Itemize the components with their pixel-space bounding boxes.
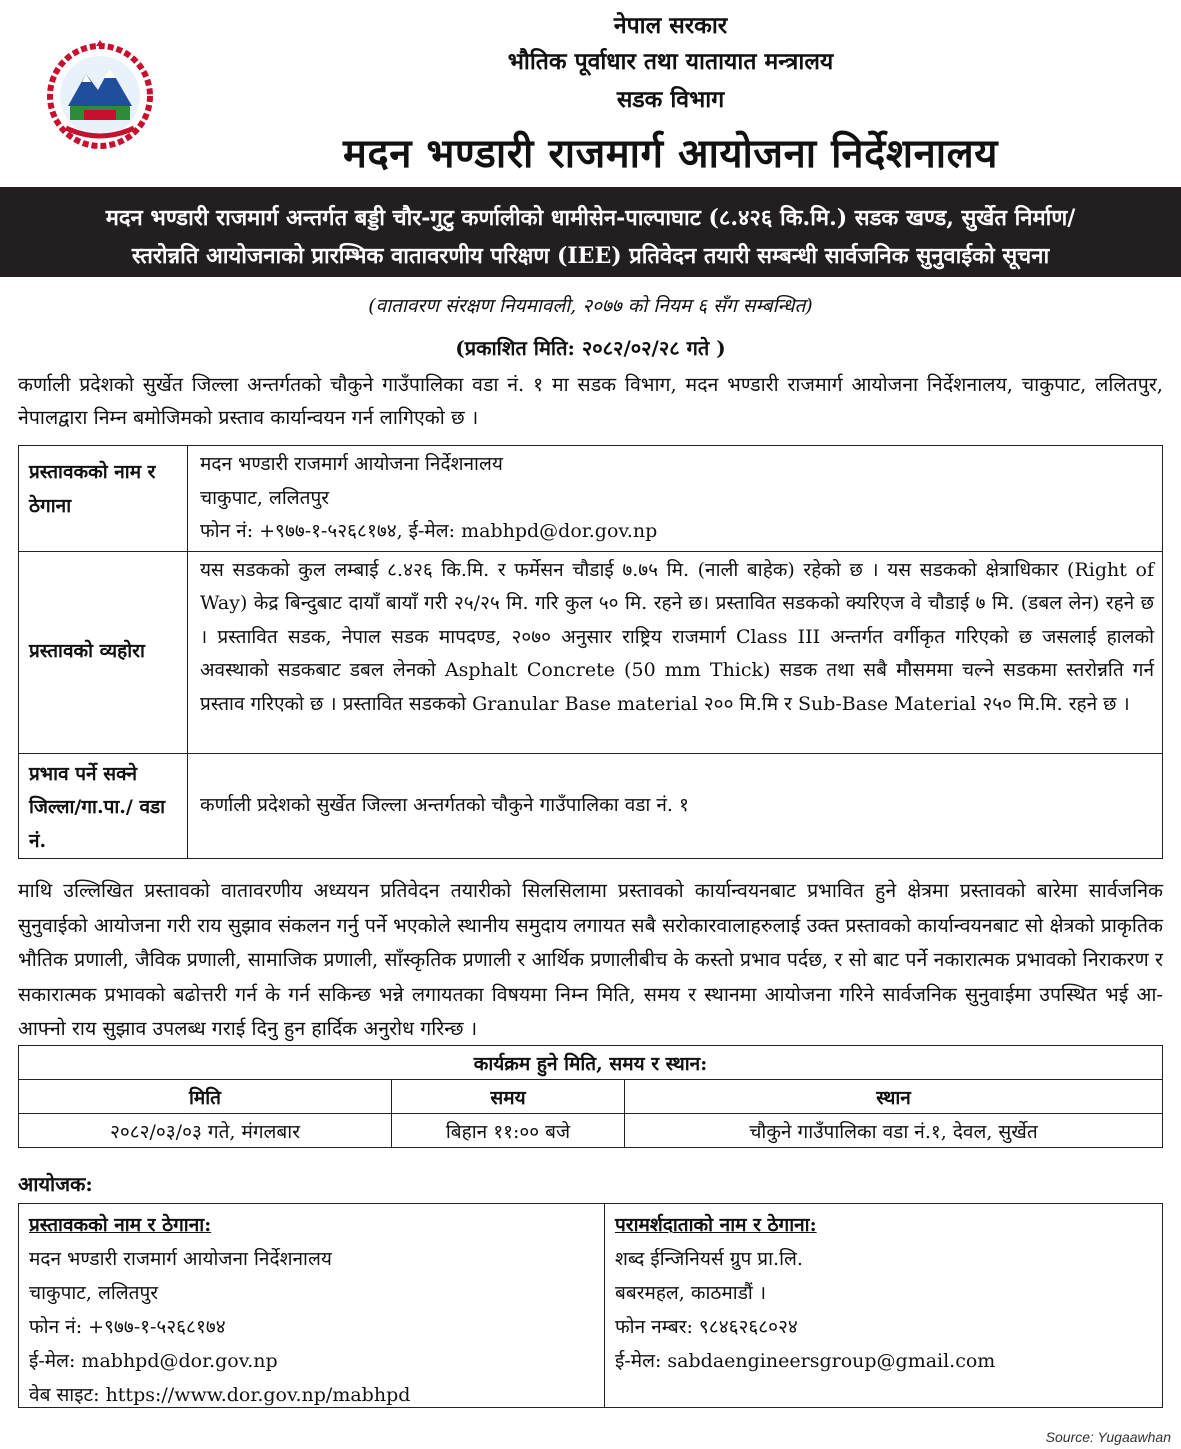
consultant-box-address: बबरमहल, काठमाडौं । [615,1282,767,1304]
proponent-box-title: प्रस्तावकको नाम र ठेगाना: [29,1214,212,1236]
schedule-date: २०८२/०३/०३ गते, मंगलबार [19,1114,392,1148]
government-heading: नेपाल सरकार [613,12,728,39]
schedule-title: कार्यक्रम हुने मिति, समय र स्थान: [19,1046,1163,1080]
proponent-cell [188,446,1163,552]
table-row [19,1046,1163,1080]
office-title: मदन भण्डारी राजमार्ग आयोजना निर्देशनालय [343,130,998,177]
description-label: प्रस्तावको व्यहोरा [19,551,188,753]
affected-area-label: प्रभाव पर्ने सक्ने जिल्ला/गा.पा./ वडा नं. [19,753,188,859]
proponent-box-name: मदन भण्डारी राजमार्ग आयोजना निर्देशनालय [29,1248,332,1270]
affected-area-text: कर्णाली प्रदेशको सुर्खेत जिल्ला अन्तर्गतको चौकुने गाउँपालिका वडा नं. १ [188,753,1163,859]
intro-paragraph: कर्णाली प्रदेशको सुर्खेत जिल्ला अन्तर्गतको चौकुने गाउँपालिका वडा नं. १ मा सडक विभाग, मदन भण्डारी राजमार्ग आयोजना निर्देशनालय, चाकुपाट, ललितपुर, नेपालद्वारा निम्न बमोजिमको प्रस्ताव कार्यान्वयन गर्न लागिएको छ । [18,373,1163,429]
consultant-box-phone: फोन नम्बर: ९८४६२६८०२४ [615,1316,798,1338]
table-row [19,446,1163,552]
schedule-time: बिहान ११:०० बजे [392,1114,625,1148]
department-heading: सडक विभाग [616,86,725,113]
proponent-box-phone: फोन नं: +९७७-१-५२६८१७४ [29,1316,226,1338]
schedule-venue: चौकुने गाउँपालिका वडा नं.१, देवल, सुर्खेत [625,1114,1163,1148]
published-date: (प्रकाशित मिति: २०८२/०२/२८ गते ) [455,336,726,360]
consultant-box [605,1204,1162,1407]
proponent-box-email: ई-मेल: mabhpd@dor.gov.np [29,1350,278,1372]
proposal-info-table [18,445,1163,859]
table-row [19,1080,1163,1114]
proponent-name: मदन भण्डारी राजमार्ग आयोजना निर्देशनालय [200,453,503,475]
consultant-box-title: परामर्शदाताको नाम र ठेगाना: [615,1214,817,1236]
organizer-label: आयोजक: [18,1172,93,1196]
regulation-note: (वातावरण संरक्षण नियमावली, २०७७ को नियम ६ सँग सम्बन्धित) [368,295,813,317]
proponent-box-website: वेब साइट: https://www.dor.gov.np/mabhpd [29,1384,411,1406]
notice-title-banner [0,187,1181,277]
schedule-header-venue: स्थान [625,1080,1163,1114]
schedule-header-date: मिति [19,1080,392,1114]
organizer-box [18,1203,1163,1408]
proponent-box-address: चाकुपाट, ललितपुर [29,1282,159,1304]
proponent-address: चाकुपाट, ललितपुर [200,486,330,509]
schedule-header-time: समय [392,1080,625,1114]
proponent-contact: फोन नं: +९७७-१-५२६८१७४, ई-मेल: mabhpd@dor.gov.np [200,520,658,542]
banner-line-2: स्तरोन्नति आयोजनाको प्रारम्भिक वातावरणीय परिक्षण (IEE) प्रतिवेदन तयारी सम्बन्धी सार्वजनिक सुनुवाईको सूचना [131,243,1050,269]
table-row [19,1114,1163,1148]
source-credit: Source: Yugaawhan [1045,1429,1171,1445]
nepal-emblem-icon [38,40,162,150]
table-row [19,551,1163,753]
proponent-label: प्रस्तावकको नाम र ठेगाना [19,446,188,552]
schedule-table [18,1045,1163,1148]
proponent-box [19,1204,605,1407]
table-row [19,753,1163,859]
consultant-box-name: शब्द ईन्जिनियर्स ग्रुप प्रा.लि. [615,1248,803,1270]
ministry-heading: भौतिक पूर्वाधार तथा यातायात मन्त्रालय [507,48,834,75]
banner-line-1: मदन भण्डारी राजमार्ग अन्तर्गत बड्डी चौर-गुटु कर्णालीको धामीसेन-पाल्पाघाट (८.४२६ कि.मि.) सडक खण्ड, सुर्खेत निर्माण/ [105,205,1076,231]
request-paragraph: माथि उल्लिखित प्रस्तावको वातावरणीय अध्ययन प्रतिवेदन तयारीको सिलसिलामा प्रस्तावको कार्यान्वयनबाट प्रभावित हुने क्षेत्रमा प्रस्तावको बारेमा सार्वजनिक सुनुवाईको आयोजना गरी राय सुझाव संकलन गर्नु पर्ने भएकोले स्थानीय समुदाय लगायत सबै सरोकारवालाहरुलाई उक्त प्रस्तावको कार्यान्वयनबाट सो क्षेत्रको प्राकृतिक भौतिक प्रणाली, जैविक प्रणाली, सामाजिक प्रणाली, साँस्कृतिक प्रणाली र आर्थिक प्रणालीबीच के कस्तो प्रभाव पर्दछ, र सो बाट पर्ने नकारात्मक प्रभावको निराकरण र सकारात्मक प्रभावको बढोत्तरी गर्न के गर्न सकिन्छ भन्ने लगायतका विषयमा निम्न मिति, समय र स्थानमा आयोजना गरिने सार्वजनिक सुनुवाईमा उपस्थित भई आ-आफ्नो राय सुझाव उपलब्ध गराई दिनु हुन हार्दिक अनुरोध गरिन्छ । [18,879,1163,1040]
consultant-box-email: ई-मेल: sabdaengineersgroup@gmail.com [615,1350,996,1372]
description-text: यस सडकको कुल लम्बाई ८.४२६ कि.मि. र फर्मेसन चौडाई ७.७५ मि. (नाली बाहेक) रहेको छ । यस सडकको क्षेत्राधिकार (Right of Way) केद्र बिन्दुबाट दायाँ बायाँ गरी २५/२५ मि. गरि कुल ५० मि. रहने छ। प्रस्तावित सडकको क्यरिएज वे चौडाई ७ मि. (डबल लेन) रहने छ । प्रस्तावित सडक, नेपाल सडक मापदण्ड, २०७० अनुसार राष्ट्रिय राजमार्ग Class III अन्तर्गत वर्गीकृत गरिएको छ जसलाई हालको अवस्थाको सडकबाट डबल लेनको Asphalt Concrete (50 mm Thick) सडक तथा सबै मौसममा चल्ने सडकमा स्तरोन्नति गर्न प्रस्ताव गरिएको छ । प्रस्तावित सडकको Granular Base material २०० मि.मि र Sub-Base Material २५० मि.मि. रहने छ । [188,551,1163,753]
